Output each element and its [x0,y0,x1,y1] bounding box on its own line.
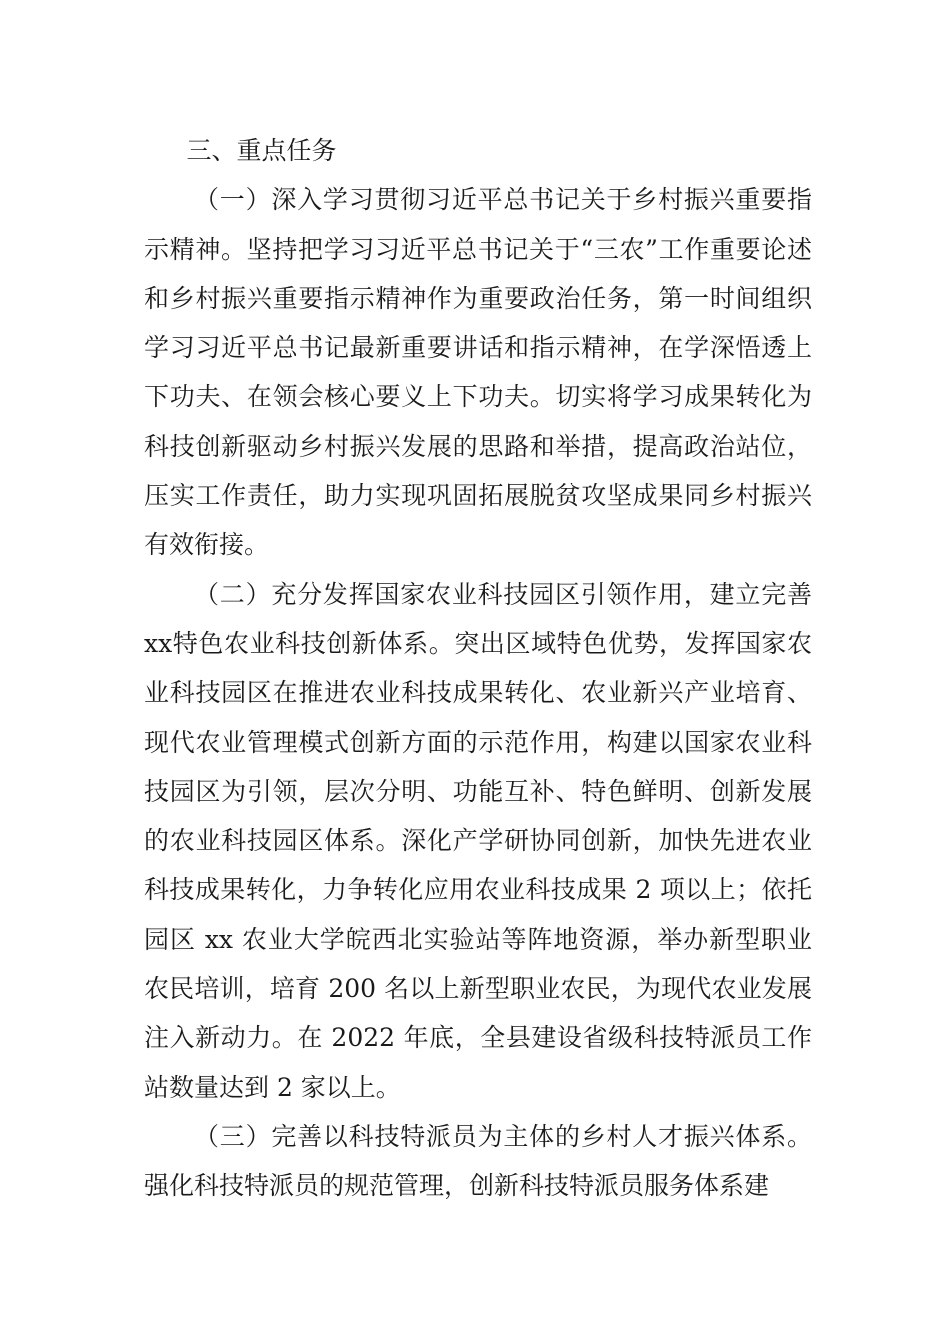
paragraph-task-2: （二）充分发挥国家农业科技园区引领作用，建立完善xx特色农业科技创新体系。突出区域特色优势，发挥国家农业科技园区在推进农业科技成果转化、农业新兴产业培育、现代农业管理模式创新方面的示范作用，构建以国家农业科技园区为引领，层次分明、功能互补、特色鲜明、创新发展的农业科技园区体系。深化产学研协同创新，加快先进农业科技成果转化，力争转化应用农业科技成果 2 项以上；依托园区 xx 农业大学皖西北实验站等阵地资源，举办新型职业农民培训，培育 200 名以上新型职业农民，为现代农业发展注入新动力。在 2022 年底，全县建设省级科技特派员工作站数量达到 2 家以上。 [144,579,812,1102]
section-heading: 三、重点任务 [186,136,337,165]
paragraph-task-1: （一）深入学习贯彻习近平总书记关于乡村振兴重要指示精神。坚持把学习习近平总书记关于“三农”工作重要论述和乡村振兴重要指示精神作为重要政治任务，第一时间组织学习习近平总书记最新重要讲话和指示精神，在学深悟透上下功夫、在领会核心要义上下功夫。切实将学习成果转化为科技创新驱动乡村振兴发展的思路和举措，提高政治站位，压实工作责任，助力实现巩固拓展脱贫攻坚成果同乡村振兴有效衔接。 [144,185,812,560]
document-body [144,126,812,1211]
paragraph-task-3: （三）完善以科技特派员为主体的乡村人才振兴体系。强化科技特派员的规范管理，创新科技特派员服务体系建 [144,1121,812,1201]
